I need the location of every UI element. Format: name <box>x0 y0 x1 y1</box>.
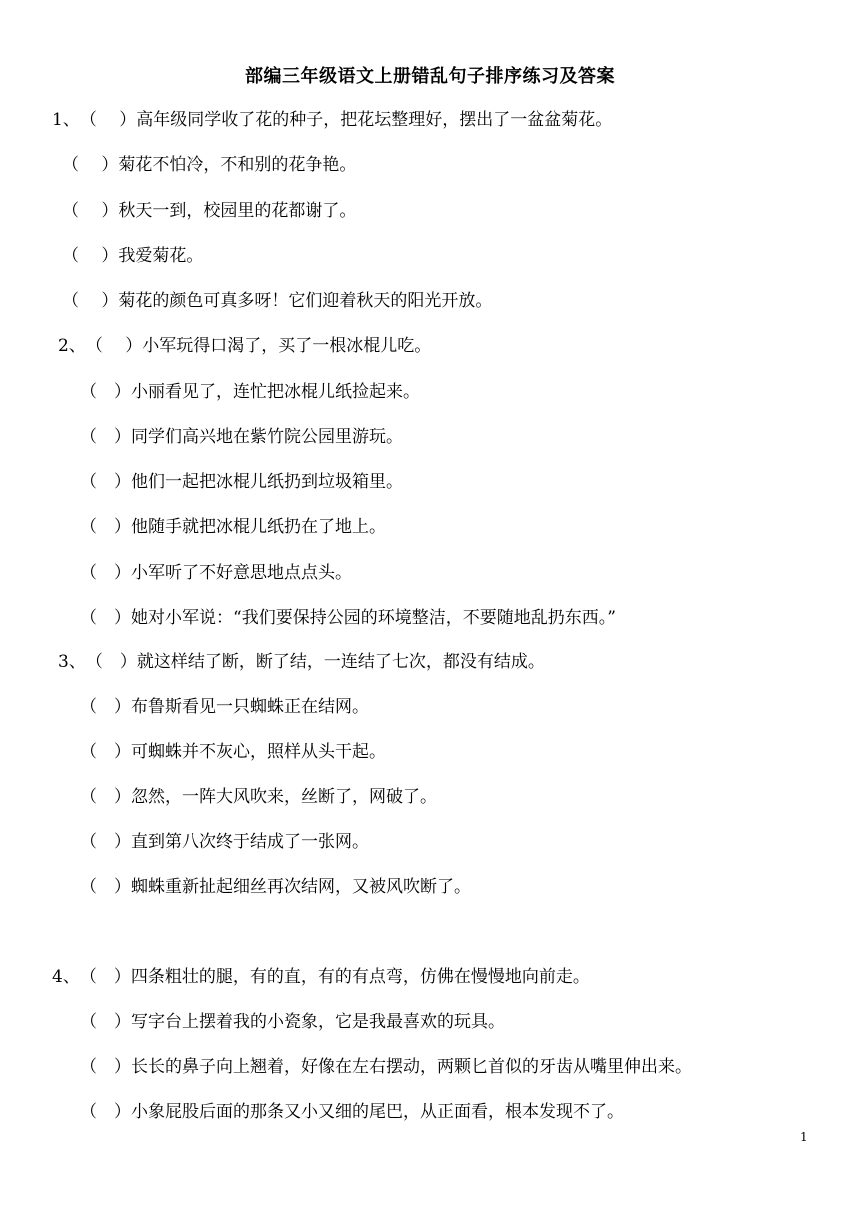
sentence-text: 小军听了不好意思地点点头。 <box>131 563 352 583</box>
answer-blank: （ ） <box>80 382 131 402</box>
answer-blank: （ ） <box>80 697 131 717</box>
answer-blank: （ ） <box>80 427 131 447</box>
answer-blank: （ ） <box>62 291 119 311</box>
sentence-text: 直到第八次终于结成了一张网。 <box>131 832 369 852</box>
sentence-text: 秋天一到，校园里的花都谢了。 <box>118 201 357 221</box>
question-number: 3、 <box>58 652 86 672</box>
question-3-item-5 <box>80 830 369 854</box>
sentence-text: 高年级同学收了花的种子，把花坛整理好，摆出了一盆盆菊花。 <box>136 110 613 130</box>
sentence-text: 忽然，一阵大风吹来，丝断了，网破了。 <box>131 787 437 807</box>
sentence-text: 写字台上摆着我的小瓷象，它是我最喜欢的玩具。 <box>131 1012 505 1032</box>
question-4-item-2 <box>80 1010 505 1034</box>
answer-blank: （ ） <box>80 1102 131 1122</box>
sentence-text: 菊花的颜色可真多呀！它们迎着秋天的阳光开放。 <box>118 291 493 311</box>
sentence-text: 可蜘蛛并不灰心，照样从头干起。 <box>131 742 386 762</box>
sentence-text: 她对小军说：“我们要保持公园的环境整洁，不要随地乱扔东西。” <box>131 608 616 628</box>
question-3-item-3 <box>80 740 386 764</box>
question-4-item-3 <box>80 1055 692 1079</box>
sentence-text: 小丽看见了，连忙把冰棍儿纸捡起来。 <box>131 382 420 402</box>
sentence-text: 菊花不怕冷，不和别的花争艳。 <box>118 155 357 175</box>
question-4-item-1 <box>52 965 590 989</box>
question-number: 2、 <box>58 336 86 356</box>
question-2-item-5 <box>80 515 386 539</box>
question-3-item-6 <box>80 875 471 899</box>
question-1-item-3 <box>62 199 356 223</box>
answer-blank: （ ） <box>85 336 143 356</box>
sentence-text: 他们一起把冰棍儿纸扔到垃圾箱里。 <box>131 472 403 492</box>
sentence-text: 我爱菊花。 <box>118 246 204 266</box>
question-2-item-4 <box>80 470 403 494</box>
answer-blank: （ ） <box>80 517 131 537</box>
sentence-text: 布鲁斯看见一只蜘蛛正在结网。 <box>131 697 369 717</box>
question-3-item-4 <box>80 785 437 809</box>
sentence-text: 小象屁股后面的那条又小又细的尾巴，从正面看，根本发现不了。 <box>131 1102 624 1122</box>
answer-blank: （ ） <box>80 1057 131 1077</box>
question-2-item-3 <box>80 425 403 449</box>
question-1-item-2 <box>62 153 356 177</box>
answer-blank: （ ） <box>80 742 131 762</box>
question-4-item-4 <box>80 1100 624 1124</box>
sentence-text: 就这样结了断，断了结，一连结了七次，都没有结成。 <box>136 652 545 672</box>
answer-blank: （ ） <box>80 832 131 852</box>
answer-blank: （ ） <box>80 563 131 583</box>
page-number: 1 <box>800 1130 808 1144</box>
page-title: 部编三年级语文上册错乱句子排序练习及答案 <box>245 66 615 87</box>
question-3-item-1 <box>58 650 545 674</box>
question-2-item-6 <box>80 561 352 585</box>
answer-blank: （ ） <box>62 155 119 175</box>
question-1-item-1 <box>52 108 612 132</box>
sentence-text: 同学们高兴地在紫竹院公园里游玩。 <box>131 427 403 447</box>
question-3-item-2 <box>80 695 369 719</box>
question-1-item-4 <box>62 244 203 268</box>
answer-blank: （ ） <box>80 1012 131 1032</box>
answer-blank: （ ） <box>79 110 137 130</box>
sentence-text: 小军玩得口渴了，买了一根冰棍儿吃。 <box>142 336 432 356</box>
sentence-text: 蜘蛛重新扯起细丝再次结网，又被风吹断了。 <box>131 877 471 897</box>
answer-blank: （ ） <box>80 472 131 492</box>
answer-blank: （ ） <box>80 608 131 628</box>
question-2-item-2 <box>80 380 420 404</box>
question-2-item-7 <box>80 606 616 630</box>
sentence-text: 四条粗壮的腿，有的直，有的有点弯，仿佛在慢慢地向前走。 <box>130 967 590 987</box>
question-number: 4、 <box>52 967 80 987</box>
question-2-item-1 <box>58 334 431 358</box>
question-number: 1、 <box>52 110 80 130</box>
answer-blank: （ ） <box>79 967 131 987</box>
sentence-text: 长长的鼻子向上翘着，好像在左右摆动，两颗匕首似的牙齿从嘴里伸出来。 <box>131 1057 692 1077</box>
answer-blank: （ ） <box>80 787 131 807</box>
answer-blank: （ ） <box>85 652 137 672</box>
question-1-item-5 <box>62 289 492 313</box>
answer-blank: （ ） <box>62 201 119 221</box>
answer-blank: （ ） <box>80 877 131 897</box>
answer-blank: （ ） <box>62 246 119 266</box>
sentence-text: 他随手就把冰棍儿纸扔在了地上。 <box>131 517 386 537</box>
